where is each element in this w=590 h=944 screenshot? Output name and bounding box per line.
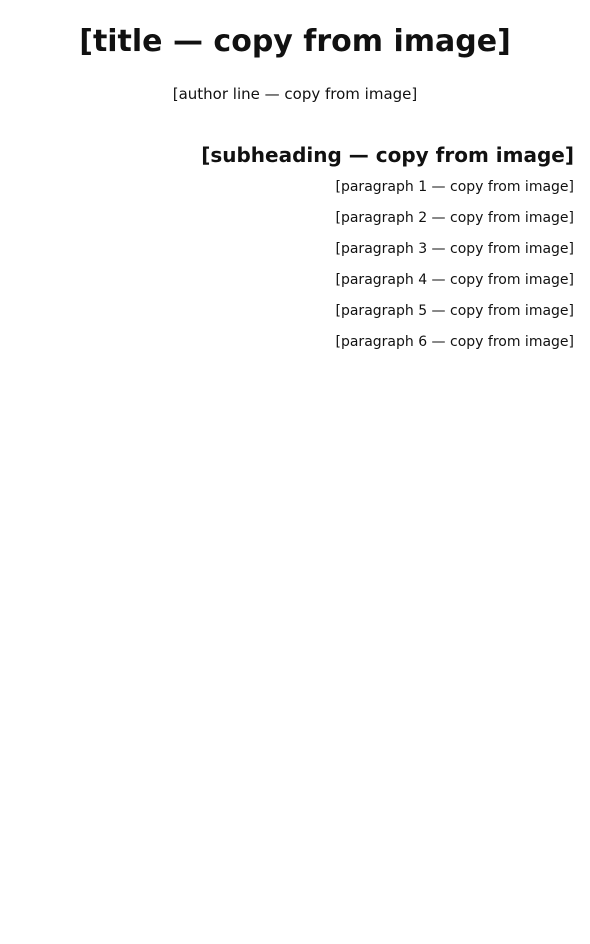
body-text <box>16 175 574 355</box>
paragraph-5: [paragraph 5 — copy from image] <box>335 303 574 319</box>
paragraph-1: [paragraph 1 — copy from image] <box>335 179 574 195</box>
author-line: [author line — copy from image] <box>172 85 418 103</box>
paragraph-2: [paragraph 2 — copy from image] <box>335 210 574 226</box>
paragraph-4: [paragraph 4 — copy from image] <box>335 272 574 288</box>
paragraph-3: [paragraph 3 — copy from image] <box>335 241 574 257</box>
paragraph-6: [paragraph 6 — copy from image] <box>335 334 574 350</box>
section-heading: [subheading — copy from image] <box>201 143 574 167</box>
page-title: [title — copy from image] <box>79 24 511 59</box>
